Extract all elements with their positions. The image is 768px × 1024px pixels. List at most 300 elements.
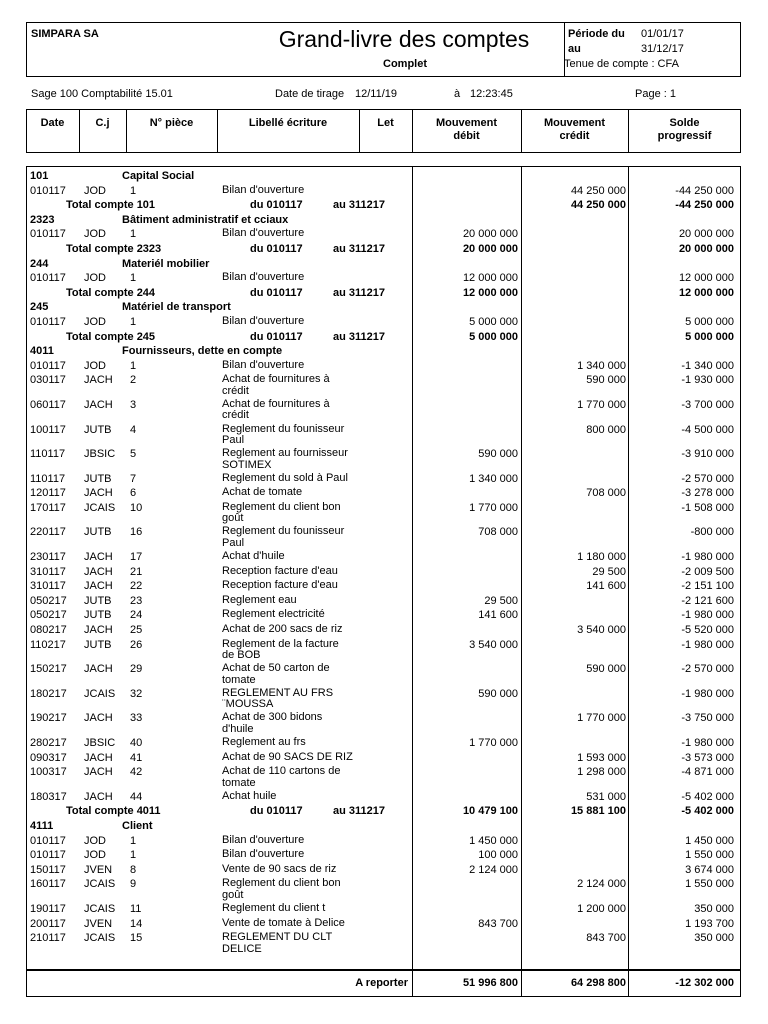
entry-date: 100317 <box>30 766 67 779</box>
entry-debit: 1 340 000 <box>469 472 518 485</box>
entry-journal: JUTB <box>84 638 112 651</box>
entry-debit: 3 540 000 <box>469 638 518 651</box>
period-label: Période du <box>568 28 625 40</box>
entry-solde: -1 980 000 <box>681 551 734 564</box>
entry-journal: JCAIS <box>84 932 116 945</box>
account-name: Capital Social <box>122 170 195 182</box>
total-solde: -44 250 000 <box>675 199 734 212</box>
entry-journal: JUTB <box>84 526 112 539</box>
ledger-rows <box>26 170 741 957</box>
total-credit: 44 250 000 <box>570 199 626 212</box>
account-header-row <box>26 345 741 360</box>
col-piece: N° pièce <box>149 117 194 129</box>
ledger-entry-row <box>26 663 741 688</box>
total-label: Total compte 4011 <box>66 805 161 818</box>
print-date-label: Date de tirage <box>275 88 345 100</box>
entry-journal: JCAIS <box>84 687 116 700</box>
ledger-entry-row <box>26 272 741 287</box>
entry-journal: JACH <box>84 790 113 803</box>
entry-date: 090317 <box>30 751 67 764</box>
entry-date: 200117 <box>30 917 66 930</box>
entry-label: REGLEMENT DU CLT DELICE <box>222 931 333 955</box>
entry-solde: -3 700 000 <box>681 398 734 411</box>
ledger-entry-row <box>26 487 741 502</box>
entry-solde: 12 000 000 <box>678 272 734 285</box>
total-period-from: du 010117 <box>250 805 303 818</box>
account-total-row <box>26 331 741 346</box>
entry-journal: JACH <box>84 398 113 411</box>
entry-solde: -800 000 <box>690 526 734 539</box>
page-title: Grand-livre des comptes <box>278 26 530 52</box>
entry-piece: 25 <box>130 624 143 637</box>
entry-piece: 9 <box>130 878 137 891</box>
entry-piece: 1 <box>130 359 137 372</box>
entry-piece: 32 <box>130 687 143 700</box>
account-name: Bâtiment administratif et cciaux <box>122 213 289 226</box>
entry-label: Achat de fournitures à crédit <box>222 373 330 397</box>
entry-date: 150117 <box>30 863 66 876</box>
total-period-from: du 010117 <box>250 286 303 299</box>
entry-piece: 15 <box>130 932 143 945</box>
entry-date: 180317 <box>30 790 67 803</box>
account-header-row <box>26 170 741 185</box>
entry-solde: -1 980 000 <box>681 638 734 651</box>
entry-piece: 22 <box>130 580 143 593</box>
entry-solde: 350 000 <box>694 932 734 945</box>
entry-debit: 590 000 <box>478 448 518 461</box>
account-header-row <box>26 820 741 835</box>
ledger-entry-row <box>26 526 741 551</box>
entry-piece: 10 <box>130 501 143 514</box>
entry-piece: 14 <box>130 917 143 930</box>
entry-solde: 1 450 000 <box>685 834 734 847</box>
ledger-entry-row <box>26 639 741 664</box>
entry-solde: -1 980 000 <box>681 609 734 622</box>
entry-credit: 708 000 <box>586 487 626 500</box>
entry-piece: 42 <box>130 766 143 779</box>
entry-label: Bilan d'ouverture <box>222 183 305 196</box>
col-credit-line2: crédit <box>559 130 590 142</box>
account-name: Client <box>122 819 153 832</box>
carry-forward-credit: 64 298 800 <box>570 977 626 989</box>
total-period-from: du 010117 <box>250 199 303 212</box>
entry-label: Bilan d'ouverture <box>222 358 305 371</box>
total-debit: 12 000 000 <box>462 286 518 299</box>
entry-debit: 12 000 000 <box>462 272 518 285</box>
entry-date: 010117 <box>30 272 66 285</box>
entry-solde: 1 550 000 <box>685 878 734 891</box>
entry-piece: 16 <box>130 526 143 539</box>
ledger-entry-row <box>26 712 741 737</box>
entry-label: Reglement du sold à Paul <box>222 471 348 484</box>
entry-solde: -3 278 000 <box>681 487 734 500</box>
account-number: 245 <box>30 301 49 314</box>
entry-credit: 2 124 000 <box>577 878 626 891</box>
ledger-entry-row <box>26 864 741 879</box>
entry-debit: 5 000 000 <box>469 315 518 328</box>
entry-debit: 843 700 <box>478 917 518 930</box>
entry-journal: JACH <box>84 624 113 637</box>
print-time-label: à <box>454 88 461 100</box>
account-number: 244 <box>30 257 49 270</box>
entry-date: 160117 <box>30 878 66 891</box>
entry-date: 010117 <box>30 184 66 197</box>
total-debit: 20 000 000 <box>462 242 518 255</box>
entry-solde: 1 193 700 <box>685 917 734 930</box>
entry-date: 120117 <box>30 487 66 500</box>
entry-journal: JACH <box>84 551 113 564</box>
entry-date: 080217 <box>30 624 67 637</box>
entry-solde: 3 674 000 <box>685 863 734 876</box>
col-libelle: Libellé écriture <box>248 117 328 129</box>
entry-journal: JVEN <box>84 863 113 876</box>
entry-piece: 17 <box>130 551 143 564</box>
ledger-entry-row <box>26 228 741 243</box>
entry-label: Reglement electricité <box>222 608 325 621</box>
entry-date: 110217 <box>30 638 66 651</box>
entry-label: Reglement au fournisseur SOTIMEX <box>222 447 348 471</box>
entry-credit: 800 000 <box>586 423 626 436</box>
entry-credit: 1 200 000 <box>577 902 626 915</box>
entry-date: 210117 <box>30 932 66 945</box>
entry-debit: 29 500 <box>484 594 518 607</box>
ledger-entry-row <box>26 473 741 488</box>
ledger-entry-row <box>26 399 741 424</box>
entry-solde: -3 910 000 <box>681 448 734 461</box>
carry-forward-solde: -12 302 000 <box>675 977 734 989</box>
entry-label: Vente de tomate à Delice <box>222 916 345 929</box>
entry-solde: -5 520 000 <box>681 624 734 637</box>
col-solde-line2: progressif <box>657 130 712 142</box>
entry-piece: 1 <box>130 834 137 847</box>
account-number: 4111 <box>30 819 54 832</box>
ledger-entry-row <box>26 878 741 903</box>
period-from: 01/01/17 <box>641 28 684 40</box>
entry-debit: 1 770 000 <box>469 737 518 749</box>
entry-debit: 708 000 <box>478 526 518 539</box>
entry-label: Vente de 90 sacs de riz <box>222 862 337 875</box>
entry-piece: 11 <box>130 902 142 915</box>
entry-label: Bilan d'ouverture <box>222 848 305 861</box>
col-debit-line1: Mouvement <box>435 117 498 129</box>
ledger-entry-row <box>26 551 741 566</box>
entry-journal: JACH <box>84 712 113 725</box>
print-time: 12:23:45 <box>470 88 513 100</box>
entry-solde: 5 000 000 <box>685 315 734 328</box>
entry-journal: JBSIC <box>84 737 116 749</box>
entry-piece: 33 <box>130 712 143 725</box>
ledger-entry-row <box>26 835 741 850</box>
col-credit-line1: Mouvement <box>543 117 606 129</box>
entry-piece: 7 <box>130 472 137 485</box>
entry-journal: JOD <box>84 228 106 241</box>
ledger-entry-row <box>26 374 741 399</box>
entry-piece: 23 <box>130 594 143 607</box>
ledger-entry-row <box>26 595 741 610</box>
total-label: Total compte 244 <box>66 286 156 299</box>
entry-journal: JOD <box>84 184 106 197</box>
total-period-to: au 311217 <box>333 330 385 343</box>
entry-credit: 1 770 000 <box>577 398 626 411</box>
ledger-entry-row <box>26 624 741 639</box>
entry-piece: 24 <box>130 609 143 622</box>
report-subtitle: Complet <box>383 58 427 70</box>
ledger-entry-row <box>26 316 741 331</box>
entry-journal: JCAIS <box>84 501 116 514</box>
entry-date: 010117 <box>30 228 66 241</box>
account-name: Materiél mobilier <box>122 257 210 270</box>
entry-credit: 1 180 000 <box>577 551 626 564</box>
account-total-row <box>26 805 741 820</box>
entry-label: Achat de 300 bidons d'huile <box>222 711 323 735</box>
entry-credit: 141 600 <box>586 580 626 593</box>
ledger-entry-row <box>26 580 741 595</box>
entry-label: Reception facture d'eau <box>222 579 338 592</box>
account-header-row <box>26 214 741 229</box>
entry-piece: 29 <box>130 663 143 676</box>
period-to-label: au <box>568 43 581 55</box>
entry-piece: 21 <box>130 565 143 578</box>
entry-label: Reglement du client t <box>222 901 326 914</box>
ledger-entry-row <box>26 502 741 527</box>
entry-journal: JACH <box>84 766 113 779</box>
period-to: 31/12/17 <box>641 43 684 55</box>
account-total-row <box>26 243 741 258</box>
entry-journal: JACH <box>84 751 113 764</box>
page-number: Page : 1 <box>635 88 676 100</box>
col-let: Let <box>377 117 394 129</box>
entry-piece: 44 <box>130 790 143 803</box>
entry-solde: -3 750 000 <box>681 712 734 725</box>
ledger-entry-row <box>26 609 741 624</box>
entry-solde: -2 570 000 <box>681 472 734 485</box>
account-name: Matériel de transport <box>122 301 231 314</box>
entry-journal: JOD <box>84 834 106 847</box>
company-name: SIMPARA SA <box>31 28 99 40</box>
entry-label: Bilan d'ouverture <box>222 833 305 846</box>
entry-solde: -2 009 500 <box>681 565 734 578</box>
total-label: Total compte 245 <box>66 330 156 343</box>
entry-journal: JOD <box>84 359 106 372</box>
total-period-from: du 010117 <box>250 330 303 343</box>
account-header-row <box>26 258 741 273</box>
ledger-entry-row <box>26 185 741 200</box>
entry-solde: 20 000 000 <box>678 228 734 241</box>
account-header-row <box>26 301 741 316</box>
entry-label: Achat de 90 SACS DE RIZ <box>222 750 353 763</box>
entry-journal: JCAIS <box>84 902 116 915</box>
col-date: Date <box>40 117 65 129</box>
entry-solde: -2 151 100 <box>681 580 734 593</box>
entry-solde: -5 402 000 <box>681 790 734 803</box>
entry-label: Achat de 110 cartons de tomate <box>222 765 341 789</box>
entry-solde: -1 980 000 <box>681 737 734 749</box>
total-period-to: au 311217 <box>333 242 385 255</box>
entry-label: Reglement du founisseur Paul <box>222 422 345 446</box>
entry-piece: 4 <box>130 423 137 436</box>
entry-credit: 1 593 000 <box>577 751 626 764</box>
currency-label: Tenue de compte : CFA <box>564 58 679 70</box>
entry-credit: 3 540 000 <box>577 624 626 637</box>
entry-debit: 141 600 <box>478 609 518 622</box>
ledger-entry-row <box>26 791 741 806</box>
entry-label: Achat huile <box>222 789 277 802</box>
ledger-entry-row <box>26 752 741 767</box>
account-name: Fournisseurs, dette en compte <box>122 345 283 358</box>
entry-debit: 1 450 000 <box>469 834 518 847</box>
entry-journal: JOD <box>84 849 106 862</box>
entry-piece: 6 <box>130 487 137 500</box>
entry-label: Reglement du client bon goût <box>222 500 341 525</box>
entry-label: Reglement du client bon goût <box>222 877 341 901</box>
ledger-entry-row <box>26 448 741 473</box>
account-total-row <box>26 199 741 214</box>
total-label: Total compte 101 <box>66 199 156 212</box>
entry-journal: JACH <box>84 565 113 578</box>
entry-piece: 1 <box>130 849 137 862</box>
print-date: 12/11/19 <box>355 88 398 100</box>
entry-date: 190217 <box>30 712 67 725</box>
ledger-entry-row <box>26 766 741 791</box>
entry-solde: -2 121 600 <box>681 594 734 607</box>
total-debit: 5 000 000 <box>469 330 518 343</box>
total-label: Total compte 2323 <box>66 242 162 255</box>
entry-date: 050217 <box>30 609 67 622</box>
entry-piece: 2 <box>130 374 137 387</box>
entry-label: Reglement au frs <box>222 736 306 748</box>
entry-journal: JBSIC <box>84 448 116 461</box>
entry-date: 030117 <box>30 374 66 387</box>
entry-credit: 531 000 <box>586 790 626 803</box>
entry-piece: 1 <box>130 184 137 197</box>
software-name: Sage 100 Comptabilité 15.01 <box>31 88 173 100</box>
entry-piece: 8 <box>130 863 137 876</box>
ledger-entry-row <box>26 688 741 713</box>
entry-solde: -4 500 000 <box>681 423 734 436</box>
entry-journal: JUTB <box>84 609 112 622</box>
entry-debit: 2 124 000 <box>469 863 518 876</box>
entry-piece: 1 <box>130 272 137 285</box>
entry-solde: 1 550 000 <box>685 849 734 862</box>
entry-credit: 1 770 000 <box>577 712 626 725</box>
entry-label: Reglement de la facture de BOB <box>222 637 339 662</box>
entry-journal: JCAIS <box>84 878 116 891</box>
ledger-entry-row <box>26 424 741 449</box>
entry-date: 060117 <box>30 398 66 411</box>
entry-label: Bilan d'ouverture <box>222 271 305 284</box>
entry-journal: JUTB <box>84 423 112 436</box>
entry-solde: -4 871 000 <box>681 766 734 779</box>
entry-credit: 843 700 <box>586 932 626 945</box>
entry-solde: -1 930 000 <box>681 374 734 387</box>
total-period-from: du 010117 <box>250 242 303 255</box>
entry-piece: 1 <box>130 315 137 328</box>
entry-credit: 1 340 000 <box>577 359 626 372</box>
entry-credit: 590 000 <box>586 374 626 387</box>
entry-label: Achat de 200 sacs de riz <box>222 623 343 636</box>
entry-solde: -44 250 000 <box>675 184 734 197</box>
entry-date: 310117 <box>30 565 66 578</box>
total-solde: 12 000 000 <box>678 286 734 299</box>
ledger-entry-row <box>26 849 741 864</box>
ledger-entry-row <box>26 360 741 375</box>
entry-piece: 1 <box>130 228 137 241</box>
col-cj: C.j <box>95 117 110 129</box>
entry-solde: -1 340 000 <box>681 359 734 372</box>
entry-journal: JUTB <box>84 594 112 607</box>
entry-debit: 100 000 <box>478 849 518 862</box>
account-total-row <box>26 287 741 302</box>
entry-piece: 26 <box>130 638 143 651</box>
account-number: 2323 <box>30 213 55 226</box>
ledger-entry-row <box>26 566 741 581</box>
total-period-to: au 311217 <box>333 286 385 299</box>
entry-date: 110117 <box>30 472 66 485</box>
entry-journal: JACH <box>84 580 113 593</box>
entry-piece: 3 <box>130 398 137 411</box>
entry-solde: -2 570 000 <box>681 663 734 676</box>
entry-solde: 350 000 <box>694 902 734 915</box>
entry-journal: JUTB <box>84 472 112 485</box>
entry-credit: 29 500 <box>592 565 626 578</box>
entry-date: 150217 <box>30 663 67 676</box>
entry-label: REGLEMENT AU FRS ¨MOUSSA <box>222 686 334 711</box>
account-number: 101 <box>30 170 49 182</box>
ledger-entry-row <box>26 918 741 933</box>
entry-piece: 40 <box>130 737 143 749</box>
entry-label: Achat d'huile <box>222 550 285 563</box>
entry-date: 050217 <box>30 594 67 607</box>
entry-solde: -1 508 000 <box>681 501 734 514</box>
entry-label: Achat de 50 carton de tomate <box>222 662 330 686</box>
entry-journal: JACH <box>84 487 113 500</box>
entry-credit: 1 298 000 <box>577 766 626 779</box>
entry-piece: 5 <box>130 448 137 461</box>
entry-credit: 44 250 000 <box>570 184 626 197</box>
entry-date: 100117 <box>30 423 66 436</box>
entry-journal: JVEN <box>84 917 113 930</box>
total-period-to: au 311217 <box>333 199 385 212</box>
entry-label: Reception facture d'eau <box>222 564 338 577</box>
entry-date: 280217 <box>30 737 67 749</box>
ledger-entry-row <box>26 932 741 957</box>
entry-journal: JACH <box>84 663 113 676</box>
entry-debit: 590 000 <box>478 687 518 700</box>
col-debit-line2: débit <box>453 130 480 142</box>
entry-date: 230117 <box>30 551 66 564</box>
entry-debit: 20 000 000 <box>462 228 518 241</box>
entry-solde: -1 980 000 <box>681 687 734 700</box>
carry-forward-debit: 51 996 800 <box>462 977 518 989</box>
entry-journal: JOD <box>84 315 106 328</box>
entry-date: 170117 <box>30 501 66 514</box>
entry-journal: JOD <box>84 272 106 285</box>
entry-label: Achat de tomate <box>222 486 303 499</box>
entry-debit: 1 770 000 <box>469 501 518 514</box>
entry-date: 310117 <box>30 580 66 593</box>
ledger-entry-row <box>26 737 741 752</box>
entry-piece: 41 <box>130 751 143 764</box>
total-credit: 15 881 100 <box>570 805 626 818</box>
entry-date: 010117 <box>30 315 66 328</box>
entry-label: Reglement eau <box>222 593 297 606</box>
entry-date: 010117 <box>30 359 66 372</box>
carry-forward-label: A reporter <box>355 977 408 989</box>
total-solde: -5 402 000 <box>681 805 734 818</box>
total-debit: 10 479 100 <box>462 805 518 818</box>
entry-solde: -3 573 000 <box>681 751 734 764</box>
total-solde: 20 000 000 <box>678 242 734 255</box>
